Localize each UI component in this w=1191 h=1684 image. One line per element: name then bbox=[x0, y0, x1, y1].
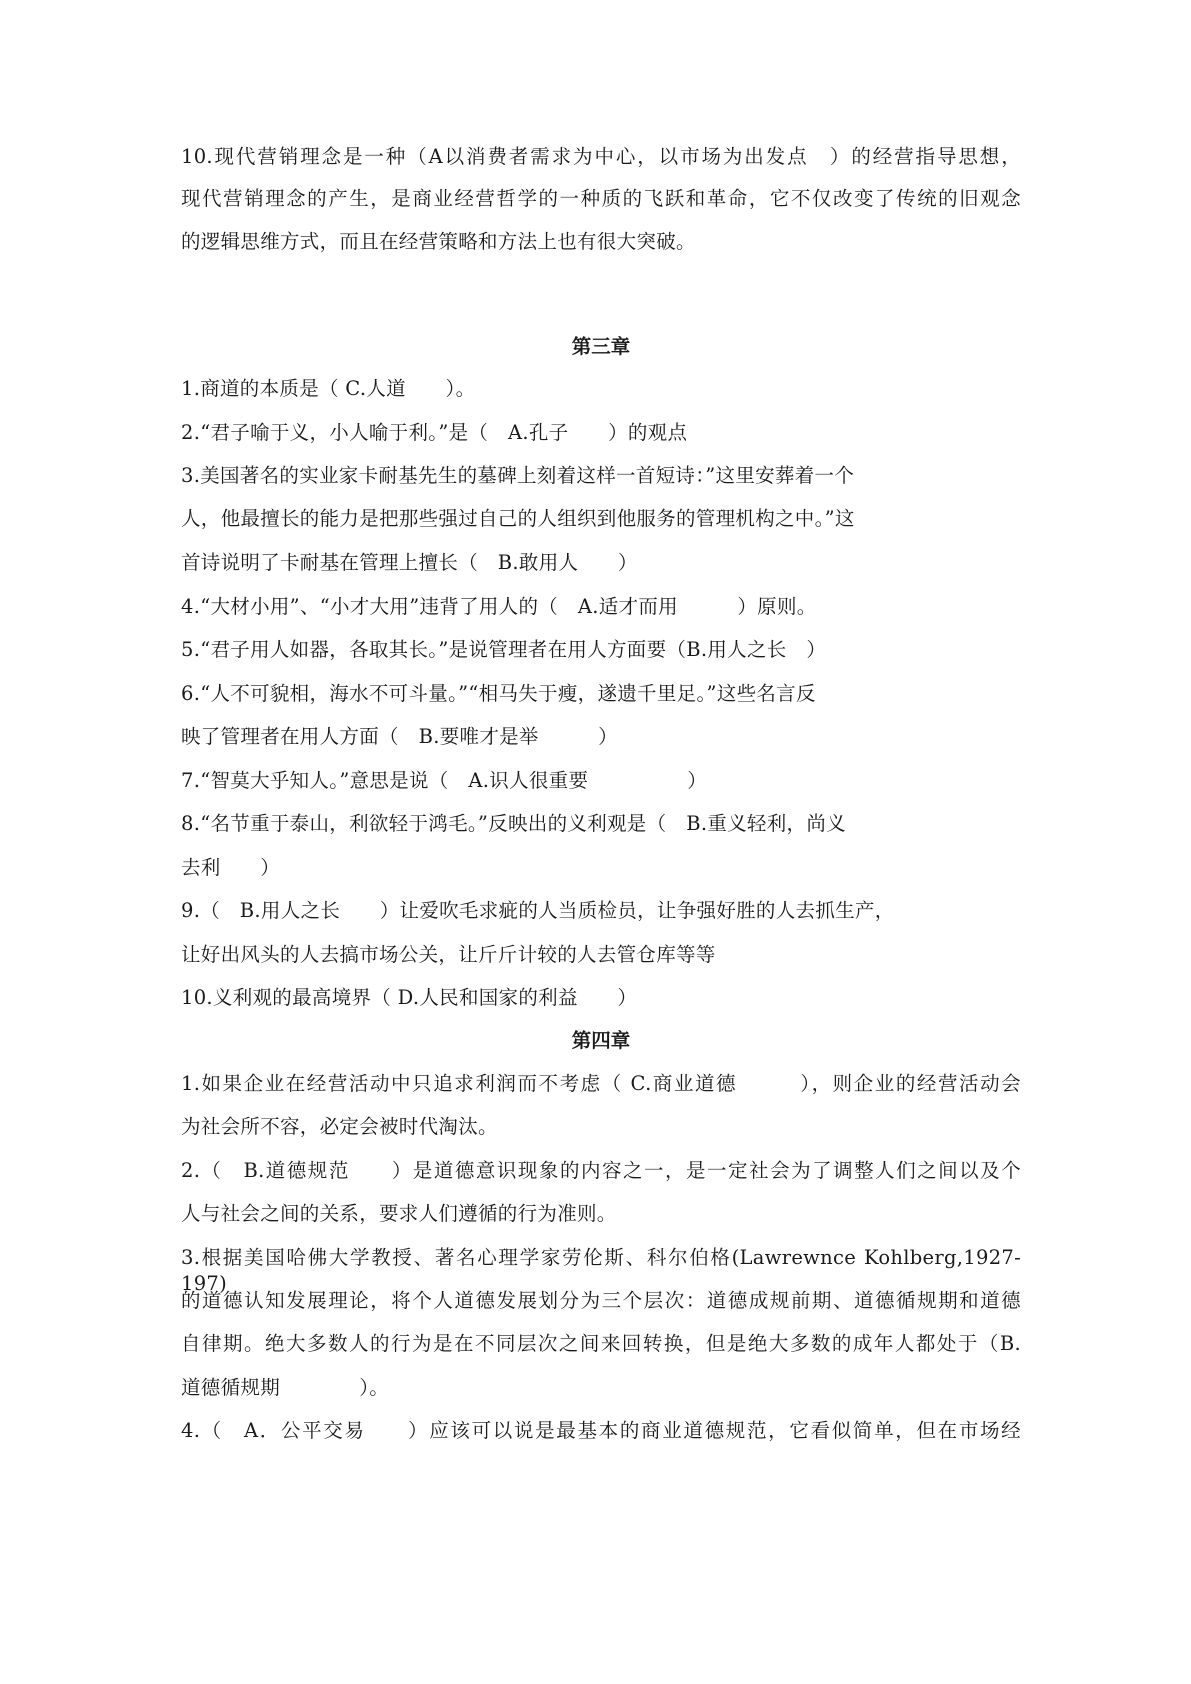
chapter3-heading: 第三章 bbox=[571, 335, 631, 358]
chapter3-question5: 5.“君子用人如器，各取其长。”是说管理者在用人方面要（B.用人之长 ） bbox=[181, 638, 827, 661]
chapter3-question6-line1: 6.“人不可貌相，海水不可斗量。”“相马失于瘦，遂遗千里足。”这些名言反 bbox=[181, 682, 816, 705]
chapter2-question10-line2: 现代营销理念的产生，是商业经营哲学的一种质的飞跃和革命，它不仅改变了传统的旧观念 bbox=[181, 187, 1021, 210]
chapter4-question4-line1: 4.（ A．公平交易 ）应该可以说是最基本的商业道德规范，它看似简单，但在市场经 bbox=[181, 1419, 1021, 1442]
chapter3-question1: 1.商道的本质是（ C.人道 ）。 bbox=[181, 377, 476, 400]
chapter4-question3-line2: 的道德认知发展理论，将个人道德发展划分为三个层次：道德成规前期、道德循规期和道德 bbox=[181, 1289, 1021, 1312]
chapter4-question1-line2: 为社会所不容，必定会被时代淘汰。 bbox=[181, 1115, 498, 1138]
chapter3-question10: 10.义利观的最高境界（ D.人民和国家的利益 ） bbox=[181, 986, 638, 1009]
chapter4-question2-line1: 2.（ B.道德规范 ）是道德意识现象的内容之一，是一定社会为了调整人们之间以及个 bbox=[181, 1159, 1021, 1182]
chapter3-question8-line2: 去利 ） bbox=[181, 856, 281, 879]
chapter3-question6-line2: 映了管理者在用人方面（ B.要唯才是举 ） bbox=[181, 725, 618, 748]
chapter4-question3-line4: 道德循规期 ）。 bbox=[181, 1376, 390, 1399]
chapter4-heading: 第四章 bbox=[571, 1029, 631, 1052]
chapter3-question7: 7.“智莫大乎知人。”意思是说（ A.识人很重要 ） bbox=[181, 769, 708, 792]
chapter3-question3-line3: 首诗说明了卡耐基在管理上擅长（ B.敢用人 ） bbox=[181, 551, 638, 574]
chapter3-question2: 2.“君子喻于义，小人喻于利。”是（ A.孔子 ）的观点 bbox=[181, 421, 688, 444]
chapter2-question10-line3: 的逻辑思维方式，而且在经营策略和方法上也有很大突破。 bbox=[181, 230, 696, 253]
chapter3-question3-line1: 3.美国著名的实业家卡耐基先生的墓碑上刻着这样一首短诗：”这里安葬着一个 bbox=[181, 464, 855, 487]
chapter3-question9-line2: 让好出风头的人去搞市场公关，让斤斤计较的人去管仓库等等 bbox=[181, 943, 716, 966]
chapter4-question1-line1: 1.如果企业在经营活动中只追求利润而不考虑（ C.商业道德 ），则企业的经营活动会 bbox=[181, 1072, 1021, 1095]
chapter4-question3-line3: 自律期。绝大多数人的行为是在不同层次之间来回转换，但是绝大多数的成年人都处于（B. bbox=[181, 1332, 1021, 1355]
chapter3-question9-line1: 9.（ B.用人之长 ）让爱吹毛求疵的人当质检员，让争强好胜的人去抓生产， bbox=[181, 899, 895, 922]
chapter3-question4: 4.“大材小用”、“小才大用”违背了用人的（ A.适才而用 ）原则。 bbox=[181, 595, 817, 618]
chapter3-question8-line1: 8.“名节重于泰山，利欲轻于鸿毛。”反映出的义利观是（ B.重义轻利，尚义 bbox=[181, 812, 846, 835]
chapter2-question10-line1: 10.现代营销理念是一种（A以消费者需求为中心，以市场为出发点 ）的经营指导思想， bbox=[181, 145, 1021, 168]
chapter4-question2-line2: 人与社会之间的关系，要求人们遵循的行为准则。 bbox=[181, 1202, 617, 1225]
chapter4-question3-line1: 3.根据美国哈佛大学教授、著名心理学家劳伦斯、科尔伯格(Lawrewnce Kohlberg,1927-197) bbox=[181, 1246, 1021, 1295]
chapter3-question3-line2: 人，他最擅长的能力是把那些强过自己的人组织到他服务的管理机构之中。”这 bbox=[181, 507, 855, 530]
